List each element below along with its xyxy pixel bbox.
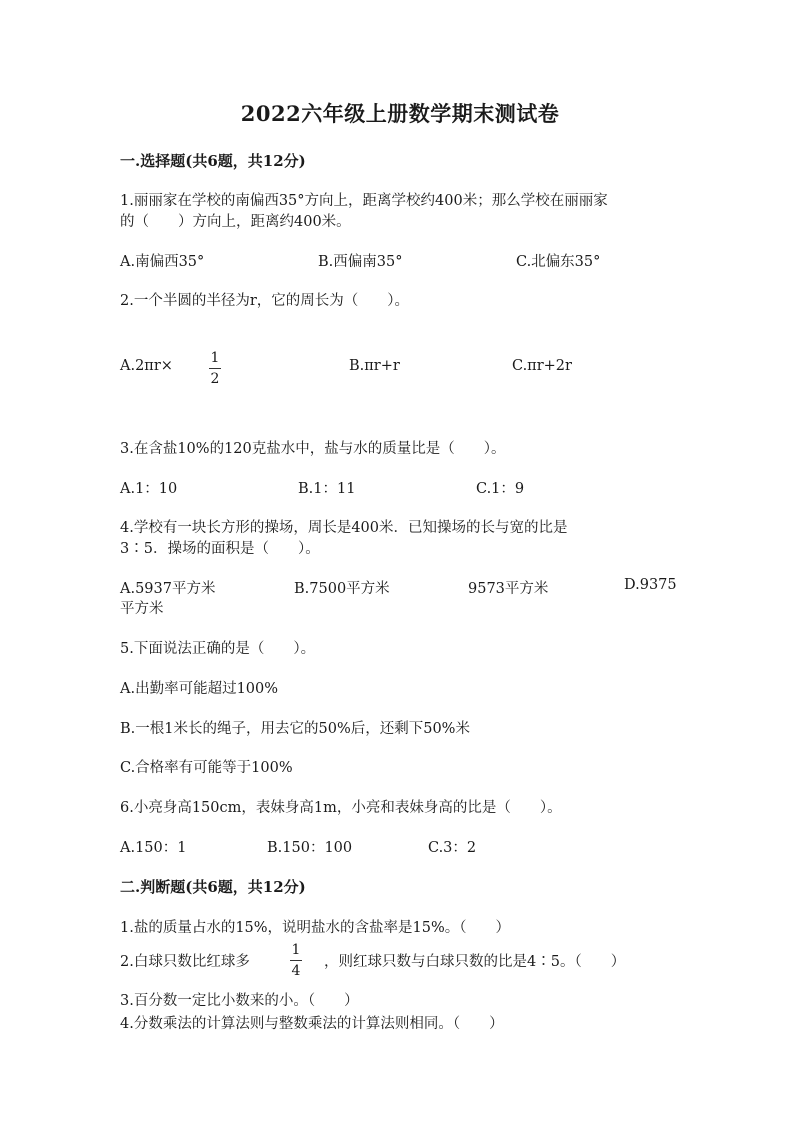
question-5: 5.下面说法正确的是（ ）。 xyxy=(120,641,316,657)
q5-option-b: B.一根1米长的绳子，用去它的50%后，还剩下50%米 xyxy=(120,721,470,737)
q5-option-c: C.合格率有可能等于100% xyxy=(120,760,293,776)
question-6: 6.小亮身高150cm，表妹身高1m，小亮和表妹身高的比是（ ）。 xyxy=(120,800,562,816)
q1-option-c: C.北偏东35° xyxy=(516,254,601,270)
judgment-question-2-end: ，则红球只数与白球只数的比是4∶5。（ ） xyxy=(324,954,626,970)
section-heading-choice: 一.选择题(共6题，共12分) xyxy=(120,152,306,170)
fraction-bar xyxy=(209,368,221,369)
q4-option-d-wrap: 平方米 xyxy=(120,601,164,617)
judgment-question-3: 3.百分数一定比小数来的小。（ ） xyxy=(120,993,359,1009)
judgment-question-2-fraction xyxy=(290,943,302,978)
section-heading-judgment: 二.判断题(共6题，共12分) xyxy=(120,878,306,896)
q3-option-a: A.1：10 xyxy=(120,481,178,497)
judgment-question-4: 4.分数乘法的计算法则与整数乘法的计算法则相同。（ ） xyxy=(120,1016,504,1032)
q2-option-b: B.πr+r xyxy=(349,358,400,374)
q3-option-c: C.1：9 xyxy=(476,481,525,497)
question-1-line-2: 的（ ）方向上，距离约400米。 xyxy=(120,214,351,230)
fraction-numerator: 1 xyxy=(210,350,220,366)
question-2: 2.一个半圆的半径为r，它的周长为（ ）。 xyxy=(120,293,410,309)
fraction-denominator: 2 xyxy=(210,371,220,387)
page-title: 2022六年级上册数学期末测试卷 xyxy=(240,101,560,126)
judgment-question-2-start: 2.白球只数比红球多 xyxy=(120,954,250,970)
q6-option-a: A.150：1 xyxy=(120,840,187,856)
q4-option-b: B.7500平方米 xyxy=(294,581,390,597)
question-1-line-1: 1.丽丽家在学校的南偏西35°方向上，距离学校约400米；那么学校在丽丽家 xyxy=(120,193,608,209)
question-4-line-1: 4.学校有一块长方形的操场，周长是400米．已知操场的长与宽的比是 xyxy=(120,520,568,536)
q2-option-a-fraction xyxy=(209,351,221,386)
q2-option-a: A.2πr× xyxy=(120,358,173,374)
q1-option-b: B.西偏南35° xyxy=(318,254,403,270)
q3-option-b: B.1：11 xyxy=(298,481,356,497)
q6-option-c: C.3：2 xyxy=(428,840,477,856)
question-4-line-2: 3∶5．操场的面积是（ ）。 xyxy=(120,541,320,557)
q4-option-d: D.9375 xyxy=(624,577,677,593)
fraction-numerator: 1 xyxy=(291,942,301,958)
q6-option-b: B.150：100 xyxy=(267,840,353,856)
question-3: 3.在含盐10%的120克盐水中，盐与水的质量比是（ ）。 xyxy=(120,441,506,457)
fraction-bar xyxy=(290,960,302,961)
fraction-denominator: 4 xyxy=(291,963,301,979)
q4-option-a: A.5937平方米 xyxy=(120,581,216,597)
q1-option-a: A.南偏西35° xyxy=(120,254,205,270)
q5-option-a: A.出勤率可能超过100% xyxy=(120,681,279,697)
judgment-question-1: 1.盐的质量占水的15%，说明盐水的含盐率是15%。（ ） xyxy=(120,920,511,936)
q2-option-c: C.πr+2r xyxy=(512,358,572,374)
q4-option-c: 9573平方米 xyxy=(468,581,549,597)
